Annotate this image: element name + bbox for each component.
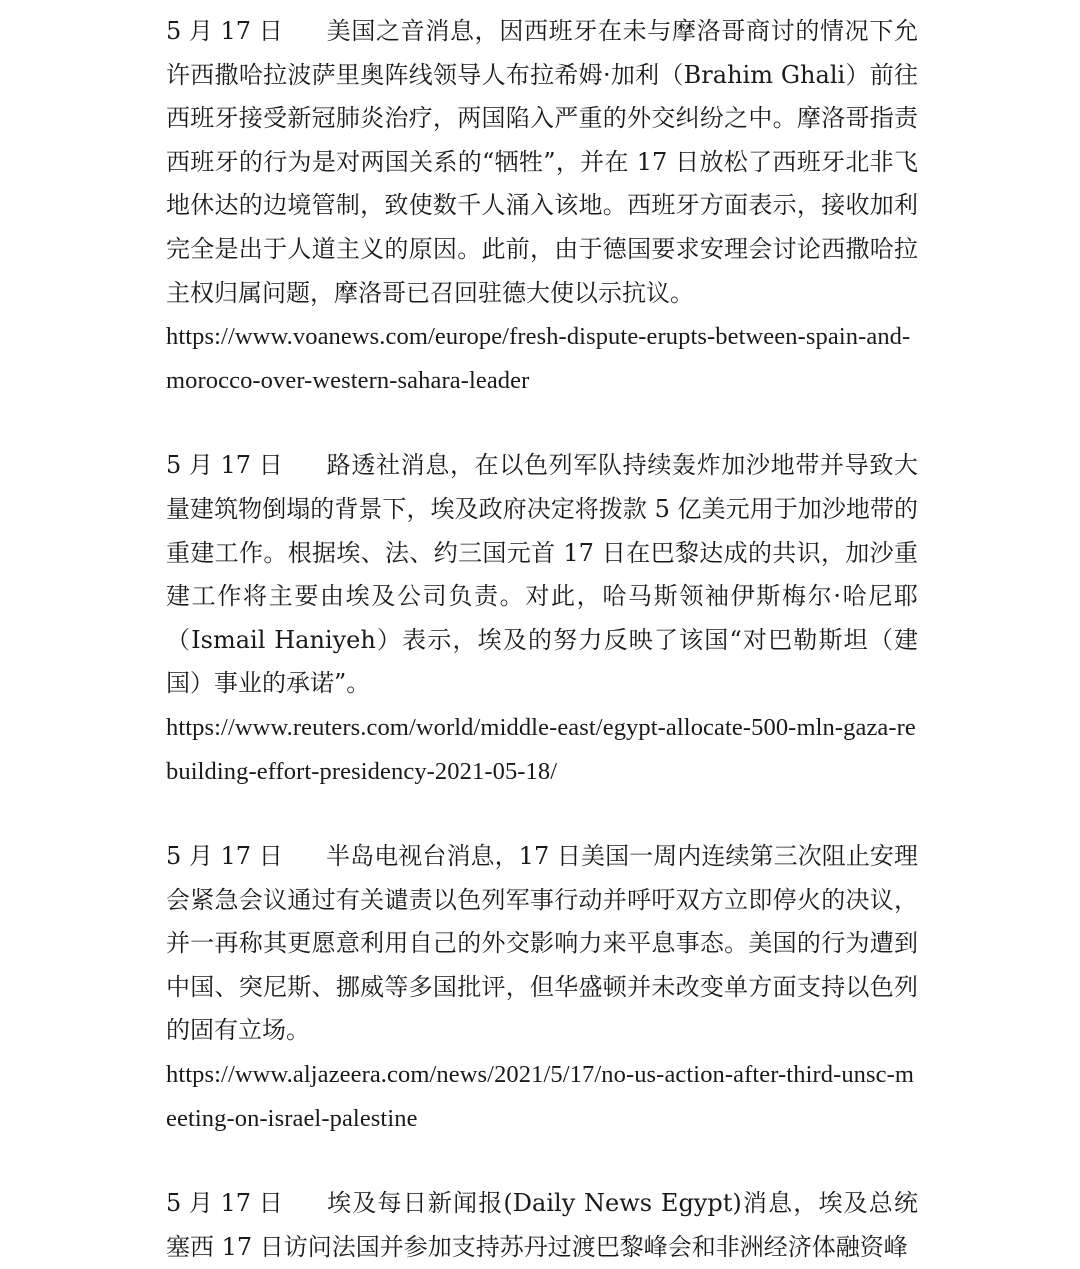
news-entry xyxy=(166,1182,918,1269)
entry-date: 5 月 17 日 xyxy=(166,1189,283,1218)
entry-text: 路透社消息，在以色列军队持续轰炸加沙地带并导致大量建筑物倒塌的背景下，埃及政府决定将拨款 5 亿美元用于加沙地带的重建工作。根据埃、法、约三国元首 17 日在巴黎达成的共识，加沙重建工作将主要由埃及公司负责。对此，哈马斯领袖伊斯梅尔·哈尼耶（Ismail Haniyeh）表示，埃及的努力反映了该国“对巴勒斯坦（建国）事业的承诺”。 xyxy=(166,451,918,698)
news-entry xyxy=(166,10,918,402)
news-entry xyxy=(166,835,918,1140)
entry-paragraph xyxy=(166,1182,918,1269)
entry-source-url: https://www.voanews.com/europe/fresh-dispute-erupts-between-spain-and-morocco-over-western-sahara-leader xyxy=(166,323,911,394)
entry-date: 5 月 17 日 xyxy=(166,451,283,480)
entry-text: 美国之音消息，因西班牙在未与摩洛哥商讨的情况下允许西撒哈拉波萨里奥阵线领导人布拉希姆·加利（Brahim Ghali）前往西班牙接受新冠肺炎治疗，两国陷入严重的外交纠纷之中。摩洛哥指责西班牙的行为是对两国关系的“牺牲”，并在 17 日放松了西班牙北非飞地休达的边境管制，致使数千人涌入该地。西班牙方面表示，接收加利完全是出于人道主义的原因。此前，由于德国要求安理会讨论西撒哈拉主权归属问题，摩洛哥已召回驻德大使以示抗议。 xyxy=(166,17,918,307)
document-page xyxy=(166,10,918,1269)
entry-source-url: https://www.reuters.com/world/middle-east/egypt-allocate-500-mln-gaza-rebuilding-effort-presidency-2021-05-18/ xyxy=(166,713,916,785)
entry-paragraph xyxy=(166,835,918,1053)
entry-paragraph xyxy=(166,444,918,706)
entry-source-url: https://www.aljazeera.com/news/2021/5/17/no-us-action-after-third-unsc-meeting-on-israel-palestine xyxy=(166,1061,915,1132)
entry-date: 5 月 17 日 xyxy=(166,842,283,871)
entry-date: 5 月 17 日 xyxy=(166,17,283,45)
entry-paragraph xyxy=(166,10,918,315)
news-entry xyxy=(166,444,918,793)
entry-text: 半岛电视台消息，17 日美国一周内连续第三次阻止安理会紧急会议通过有关谴责以色列军事行动并呼吁双方立即停火的决议，并一再称其更愿意利用自己的外交影响力来平息事态。美国的行为遭到中国、突尼斯、挪威等多国批评，但华盛顿并未改变单方面支持以色列的固有立场。 xyxy=(166,842,918,1045)
entry-text: 埃及每日新闻报(Daily News Egypt)消息，埃及总统塞西 17 日访问法国并参加支持苏丹过渡巴黎峰会和非洲经济体融资峰 xyxy=(166,1189,918,1261)
